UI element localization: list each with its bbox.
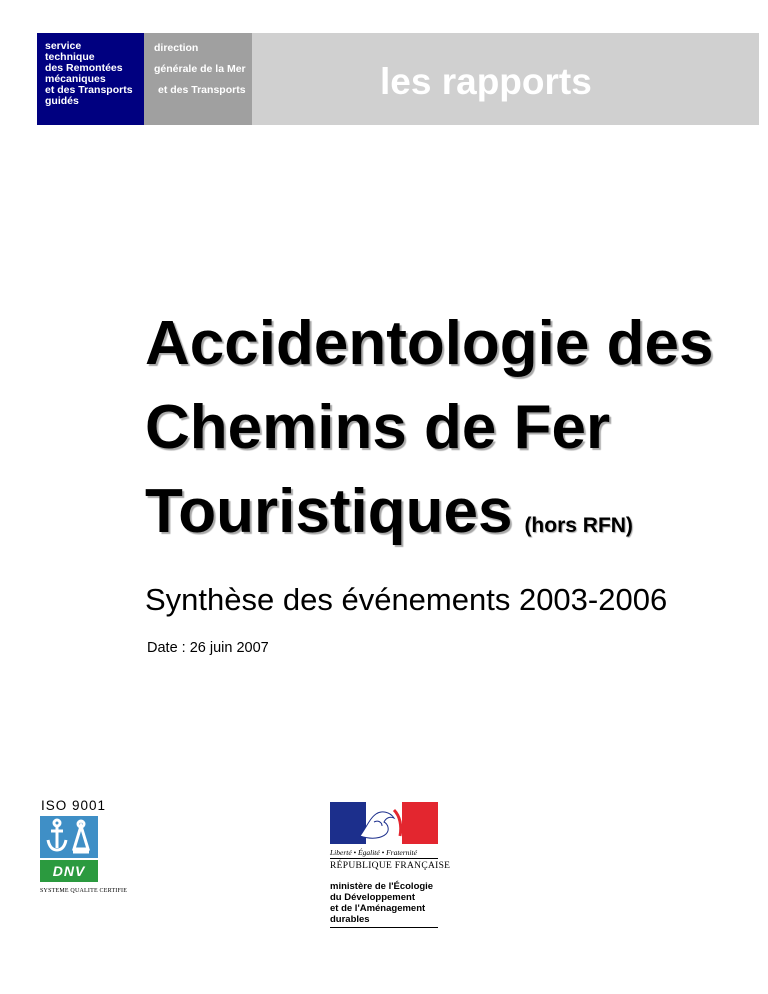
title-line-3-text: Touristiques bbox=[145, 477, 513, 546]
divider bbox=[330, 858, 438, 859]
document-subtitle: Synthèse des événements 2003-2006 bbox=[145, 582, 668, 617]
ministry-line: ministère de l'Écologie bbox=[330, 881, 434, 892]
dnv-brand: DNV bbox=[40, 860, 98, 882]
direction-line: direction bbox=[154, 42, 199, 54]
document-title bbox=[145, 302, 765, 568]
title-suffix: (hors RFN) bbox=[524, 514, 633, 537]
ministry-line: et de l'Aménagement bbox=[330, 903, 426, 914]
title-line-3 bbox=[145, 470, 765, 568]
anchor-icon bbox=[40, 816, 98, 858]
iso-label: ISO 9001 bbox=[41, 798, 107, 813]
service-line: guidés bbox=[45, 95, 79, 107]
service-line: technique bbox=[45, 51, 95, 63]
rapports-banner: les rapports bbox=[252, 33, 759, 125]
title-line-2: Chemins de Fer bbox=[145, 393, 611, 462]
ministry-name bbox=[330, 881, 440, 925]
divider bbox=[330, 927, 438, 928]
iso-certification bbox=[40, 798, 128, 894]
republique-label: RÉPUBLIQUE FRANÇAISE bbox=[330, 861, 451, 871]
title-line-1: Accidentologie des bbox=[145, 309, 714, 378]
republic-motto: Liberté • Égalité • Fraternité bbox=[330, 848, 417, 857]
ministry-line: du Développement bbox=[330, 892, 415, 903]
service-line: service bbox=[45, 40, 82, 52]
ministry-line: durables bbox=[330, 914, 370, 925]
direction-block bbox=[144, 33, 252, 125]
ministry-block bbox=[330, 802, 451, 928]
service-line: mécaniques bbox=[45, 73, 106, 85]
anchor-certification-icon bbox=[40, 816, 98, 858]
service-line: et des Transports bbox=[45, 84, 133, 96]
direction-line: générale de la Mer bbox=[154, 63, 246, 75]
service-line: des Remontées bbox=[45, 62, 123, 74]
direction-line: et des Transports bbox=[158, 84, 246, 96]
report-header bbox=[37, 33, 759, 125]
marianne-logo bbox=[330, 802, 438, 844]
document-date: Date : 26 juin 2007 bbox=[147, 640, 269, 656]
service-block bbox=[37, 33, 144, 125]
iso-caption: SYSTEME QUALITE CERTIFIE bbox=[40, 888, 128, 894]
